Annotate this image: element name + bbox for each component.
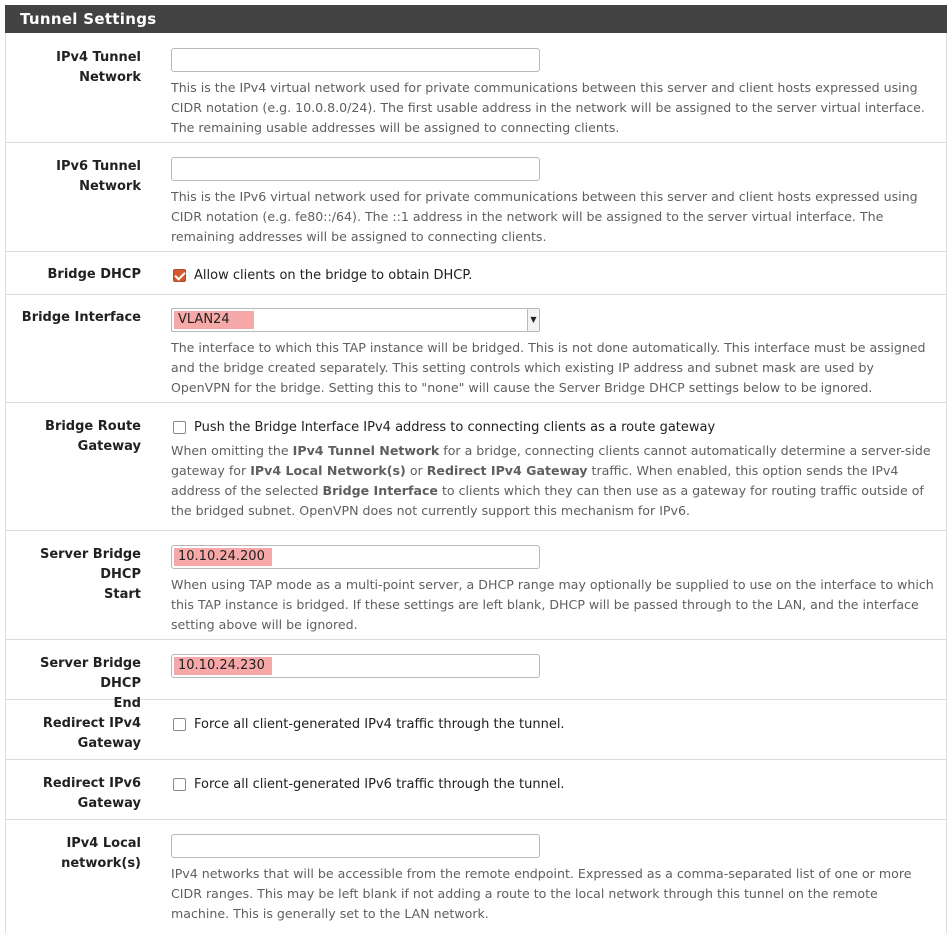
dropdown-arrow-icon[interactable]: ▼	[527, 309, 539, 331]
bridge-route-gateway-checkbox-label[interactable]: Push the Bridge Interface IPv4 address to connecting clients as a route gateway	[171, 417, 936, 437]
ipv4-local-networks-input[interactable]	[171, 834, 540, 858]
ipv4-tunnel-network-help: This is the IPv4 virtual network used for private communications between this server and client hosts expressed using CIDR notation (e.g. 10.0.8.0/24). The first usable address in the network will be assigned to the server virtual interface. The remaining usable addresses will be assigned to connecting clients.	[171, 80, 925, 135]
redirect-ipv4-gateway-label: Redirect IPv4 Gateway	[42, 716, 141, 751]
server-bridge-dhcp-end-input[interactable]: 10.10.24.230	[171, 654, 540, 678]
redirect-ipv6-gateway-checkbox[interactable]	[173, 778, 186, 791]
ipv4-tunnel-network-input[interactable]	[171, 48, 540, 72]
row-bridge-dhcp	[6, 252, 946, 295]
row-redirect-ipv6-gateway	[6, 760, 946, 820]
ipv6-tunnel-network-label: IPv6 Tunnel Network	[56, 159, 141, 194]
server-bridge-dhcp-start-help: When using TAP mode as a multi-point server, a DHCP range may optionally be supplied to use on the interface to which this TAP instance is bridged. If these settings are left blank, DHCP will be passed through to the LAN, and the interface setting above will be ignored.	[171, 577, 934, 632]
redirect-ipv6-gateway-label: Redirect IPv6 Gateway	[42, 776, 141, 811]
row-ipv4-local-networks	[6, 820, 946, 950]
row-server-bridge-dhcp-end	[6, 640, 946, 711]
server-bridge-dhcp-end-label: Server Bridge DHCP End	[39, 656, 141, 711]
bridge-route-gateway-label: Bridge Route Gateway	[45, 419, 141, 454]
server-bridge-dhcp-start-label: Server Bridge DHCP Start	[39, 547, 141, 602]
tunnel-settings-panel	[5, 33, 947, 933]
panel-title: Tunnel Settings	[5, 5, 947, 33]
server-bridge-dhcp-start-input[interactable]: 10.10.24.200	[171, 545, 540, 569]
bridge-interface-selected-value: VLAN24	[174, 311, 254, 329]
row-server-bridge-dhcp-start	[6, 531, 946, 640]
ipv4-local-networks-label: IPv4 Local network(s)	[61, 836, 141, 871]
ipv4-tunnel-network-label: IPv4 Tunnel Network	[56, 50, 141, 85]
redirect-ipv4-gateway-checkbox[interactable]	[173, 718, 186, 731]
row-ipv6-tunnel-network	[6, 143, 946, 252]
bridge-interface-label: Bridge Interface	[21, 310, 141, 325]
bridge-dhcp-label: Bridge DHCP	[47, 267, 141, 282]
bridge-route-gateway-help: When omitting the IPv4 Tunnel Network for a bridge, connecting clients cannot automatically determine a server-side gateway for IPv4 Local Network(s) or Redirect IPv4 Gateway traffic. When enabled, this option sends the IPv4 address of the selected Bridge Interface to clients which they can then use as a gateway for routing traffic outside of the bridged subnet. OpenVPN does not currently support this mechanism for IPv6.	[171, 443, 931, 518]
ipv6-tunnel-network-help: This is the IPv6 virtual network used for private communications between this server and client hosts expressed using CIDR notation (e.g. fe80::/64). The ::1 address in the network will be assigned to the server virtual interface. The remaining addresses will be assigned to connecting clients.	[171, 189, 918, 244]
row-bridge-interface	[6, 295, 946, 403]
row-redirect-ipv4-gateway	[6, 700, 946, 760]
redirect-ipv4-gateway-checkbox-label[interactable]: Force all client-generated IPv4 traffic through the tunnel.	[171, 714, 936, 734]
bridge-interface-select[interactable]	[171, 308, 540, 332]
bridge-interface-help: The interface to which this TAP instance will be bridged. This is not done automatically. This interface must be assigned and the bridge created separately. This setting controls which existing IP address and subnet mask are used by OpenVPN for the bridge. Setting this to "none" will cause the Server Bridge DHCP settings below to be ignored.	[171, 340, 926, 395]
bridge-dhcp-checkbox[interactable]	[173, 269, 186, 282]
row-bridge-route-gateway	[6, 403, 946, 531]
ipv6-tunnel-network-input[interactable]	[171, 157, 540, 181]
bridge-route-gateway-checkbox[interactable]	[173, 421, 186, 434]
bridge-dhcp-checkbox-label[interactable]: Allow clients on the bridge to obtain DHCP.	[171, 265, 936, 285]
row-ipv4-tunnel-network	[6, 33, 946, 143]
redirect-ipv6-gateway-checkbox-label[interactable]: Force all client-generated IPv6 traffic through the tunnel.	[171, 774, 936, 794]
ipv4-local-networks-help: IPv4 networks that will be accessible from the remote endpoint. Expressed as a comma-separated list of one or more CIDR ranges. This may be left blank if not adding a route to the local network through this tunnel on the remote machine. This is generally set to the LAN network.	[171, 866, 912, 921]
